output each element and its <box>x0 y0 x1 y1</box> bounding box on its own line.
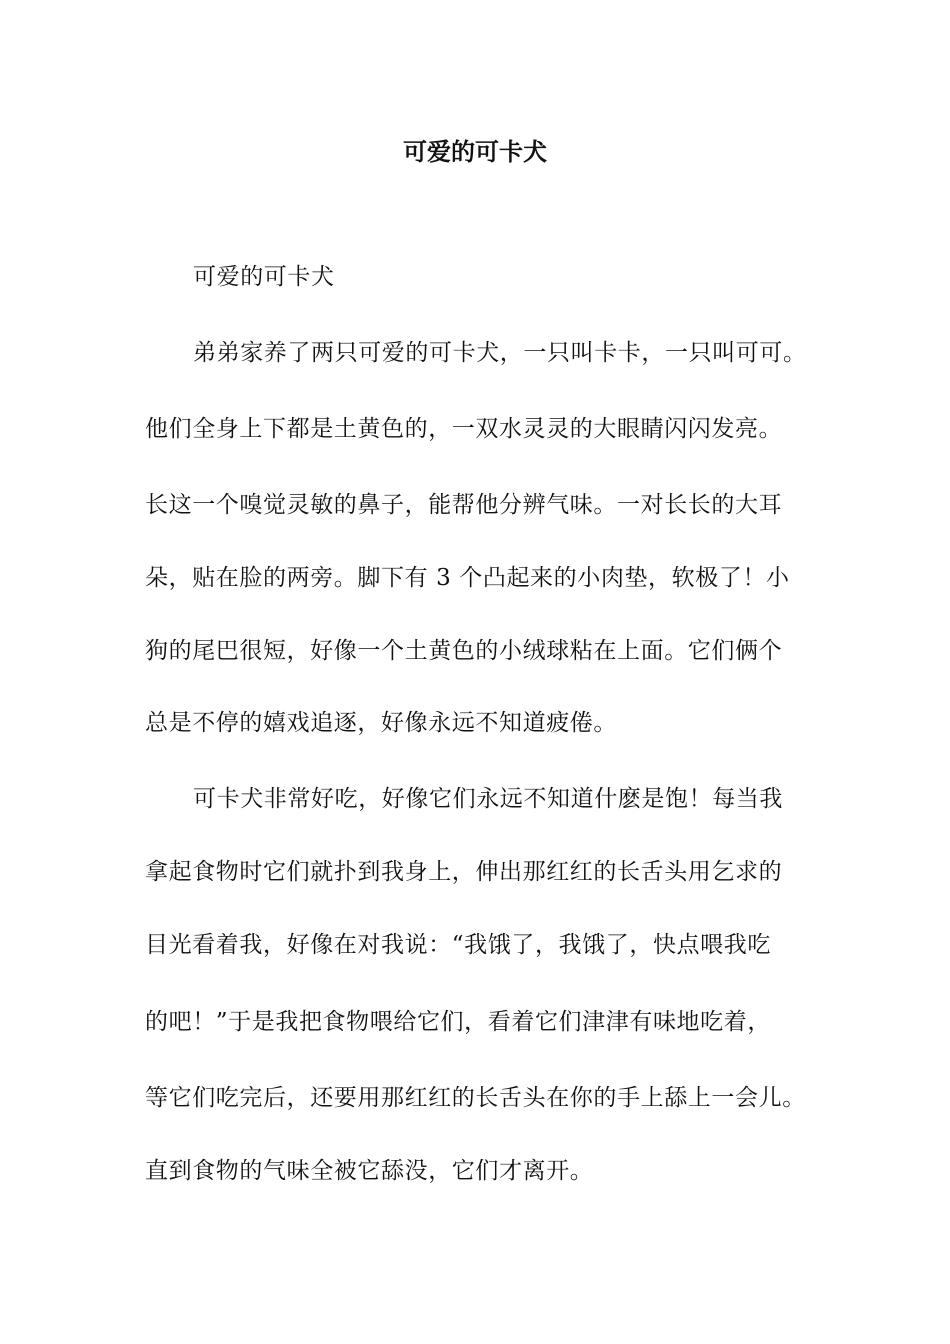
document-title: 可爱的可卡犬 <box>403 137 547 166</box>
paragraph-1-line-5: 狗的尾巴很短，好像一个土黄色的小绒球粘在上面。它们俩个 <box>145 638 783 664</box>
paragraph-1-line-1: 弟弟家养了两只可爱的可卡犬，一只叫卡卡，一只叫可可。 <box>193 340 807 366</box>
paragraph-2-line-3: 目光看着我，好像在对我说：“我饿了，我饿了，快点喂我吃 <box>145 932 771 958</box>
paragraph-2-line-2: 拿起食物时它们就扑到我身上，伸出那红红的长舌头用乞求的 <box>145 859 783 885</box>
paragraph-2-line-5: 等它们吃完后，还要用那红红的长舌头在你的手上舔上一会儿。 <box>145 1085 806 1111</box>
paragraph-2-line-1: 可卡犬非常好吃，好像它们永远不知道什麽是饱！每当我 <box>193 786 783 812</box>
paragraph-1-line-3: 长这一个嗅觉灵敏的鼻子，能帮他分辨气味。一对长长的大耳 <box>145 492 783 518</box>
paragraph-2-line-4: 的吧！”于是我把食物喂给它们，看着它们津津有味地吃着， <box>145 1009 771 1035</box>
paragraph-2-line-6: 直到食物的气味全被它舔没，它们才离开。 <box>145 1158 594 1184</box>
subheading-line: 可爱的可卡犬 <box>193 264 335 290</box>
paragraph-1-line-4: 朵，贴在脸的两旁。脚下有 3 个凸起来的小肉垫，软极了！小 <box>145 565 790 591</box>
paragraph-1-line-2: 他们全身上下都是土黄色的，一双水灵灵的大眼睛闪闪发亮。 <box>145 416 783 442</box>
paragraph-1-line-6: 总是不停的嬉戏追逐，好像永远不知道疲倦。 <box>145 710 617 736</box>
